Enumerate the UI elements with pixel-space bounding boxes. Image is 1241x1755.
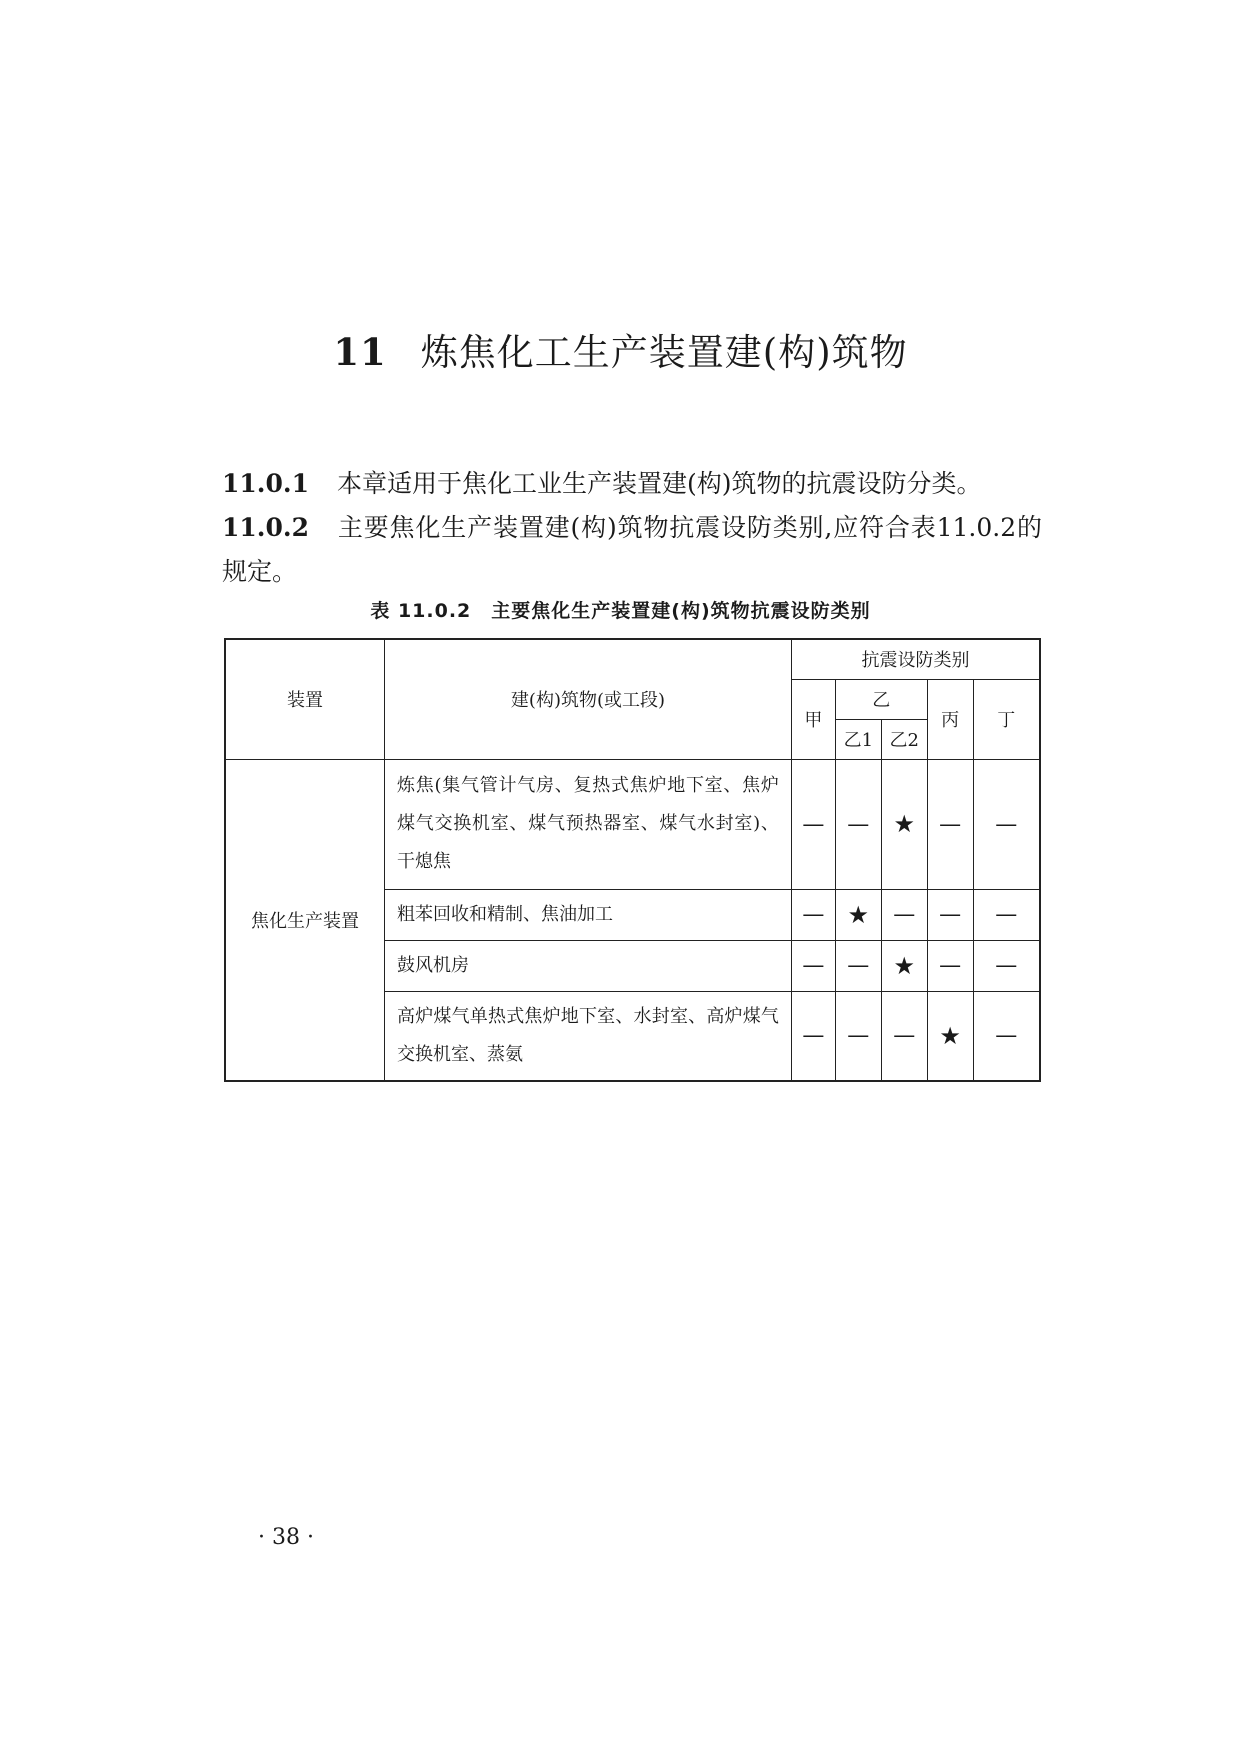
mark-yi2: — bbox=[881, 889, 927, 940]
mark-ding: — bbox=[973, 759, 1040, 889]
table-caption-title: 主要焦化生产装置建(构)筑物抗震设防类别 bbox=[491, 600, 871, 622]
mark-yi1: — bbox=[835, 991, 881, 1081]
clause-number: 11.0.2 bbox=[222, 513, 309, 542]
building-cell: 粗苯回收和精制、焦油加工 bbox=[385, 889, 792, 940]
device-name-cell: 焦化生产装置 bbox=[225, 759, 385, 1081]
mark-bing: — bbox=[927, 759, 973, 889]
header-building: 建(构)筑物(或工段) bbox=[385, 639, 792, 759]
classification-table bbox=[224, 638, 1041, 1082]
clause-text: 本章适用于焦化工业生产装置建(构)筑物的抗震设防分类。 bbox=[337, 469, 982, 498]
mark-bing: ★ bbox=[927, 991, 973, 1081]
header-yi: 乙 bbox=[835, 679, 927, 719]
clause-11-0-2 bbox=[222, 506, 1042, 594]
header-category-group: 抗震设防类别 bbox=[791, 639, 1040, 679]
header-ding: 丁 bbox=[973, 679, 1040, 759]
mark-jia: — bbox=[791, 991, 835, 1081]
mark-bing: — bbox=[927, 940, 973, 991]
building-cell: 鼓风机房 bbox=[385, 940, 792, 991]
header-yi1: 乙1 bbox=[835, 719, 881, 759]
header-bing: 丙 bbox=[927, 679, 973, 759]
table-caption-number: 表 11.0.2 bbox=[370, 600, 472, 622]
chapter-heading: 炼焦化工生产装置建(构)筑物 bbox=[420, 331, 908, 374]
mark-ding: — bbox=[973, 940, 1040, 991]
chapter-title bbox=[0, 322, 1241, 376]
page-number: · 38 · bbox=[258, 1525, 314, 1550]
clause-number: 11.0.1 bbox=[222, 469, 309, 498]
building-cell: 炼焦(集气管计气房、复热式焦炉地下室、焦炉煤气交换机室、煤气预热器室、煤气水封室)、干熄焦 bbox=[385, 759, 792, 889]
mark-yi2: ★ bbox=[881, 940, 927, 991]
mark-jia: — bbox=[791, 889, 835, 940]
mark-ding: — bbox=[973, 889, 1040, 940]
mark-yi1: — bbox=[835, 940, 881, 991]
mark-yi1: — bbox=[835, 759, 881, 889]
mark-yi1: ★ bbox=[835, 889, 881, 940]
table-row bbox=[225, 759, 1040, 889]
clause-11-0-1 bbox=[222, 462, 1042, 506]
mark-ding: — bbox=[973, 991, 1040, 1081]
chapter-number: 11 bbox=[333, 330, 387, 374]
header-yi2: 乙2 bbox=[881, 719, 927, 759]
mark-bing: — bbox=[927, 889, 973, 940]
mark-jia: — bbox=[791, 759, 835, 889]
header-device: 装置 bbox=[225, 639, 385, 759]
building-cell: 高炉煤气单热式焦炉地下室、水封室、高炉煤气交换机室、蒸氨 bbox=[385, 991, 792, 1081]
header-jia: 甲 bbox=[791, 679, 835, 759]
mark-yi2: — bbox=[881, 991, 927, 1081]
mark-jia: — bbox=[791, 940, 835, 991]
clause-text: 主要焦化生产装置建(构)筑物抗震设防类别,应符合表11.0.2的规定。 bbox=[222, 513, 1042, 586]
table-caption bbox=[0, 596, 1241, 623]
mark-yi2: ★ bbox=[881, 759, 927, 889]
